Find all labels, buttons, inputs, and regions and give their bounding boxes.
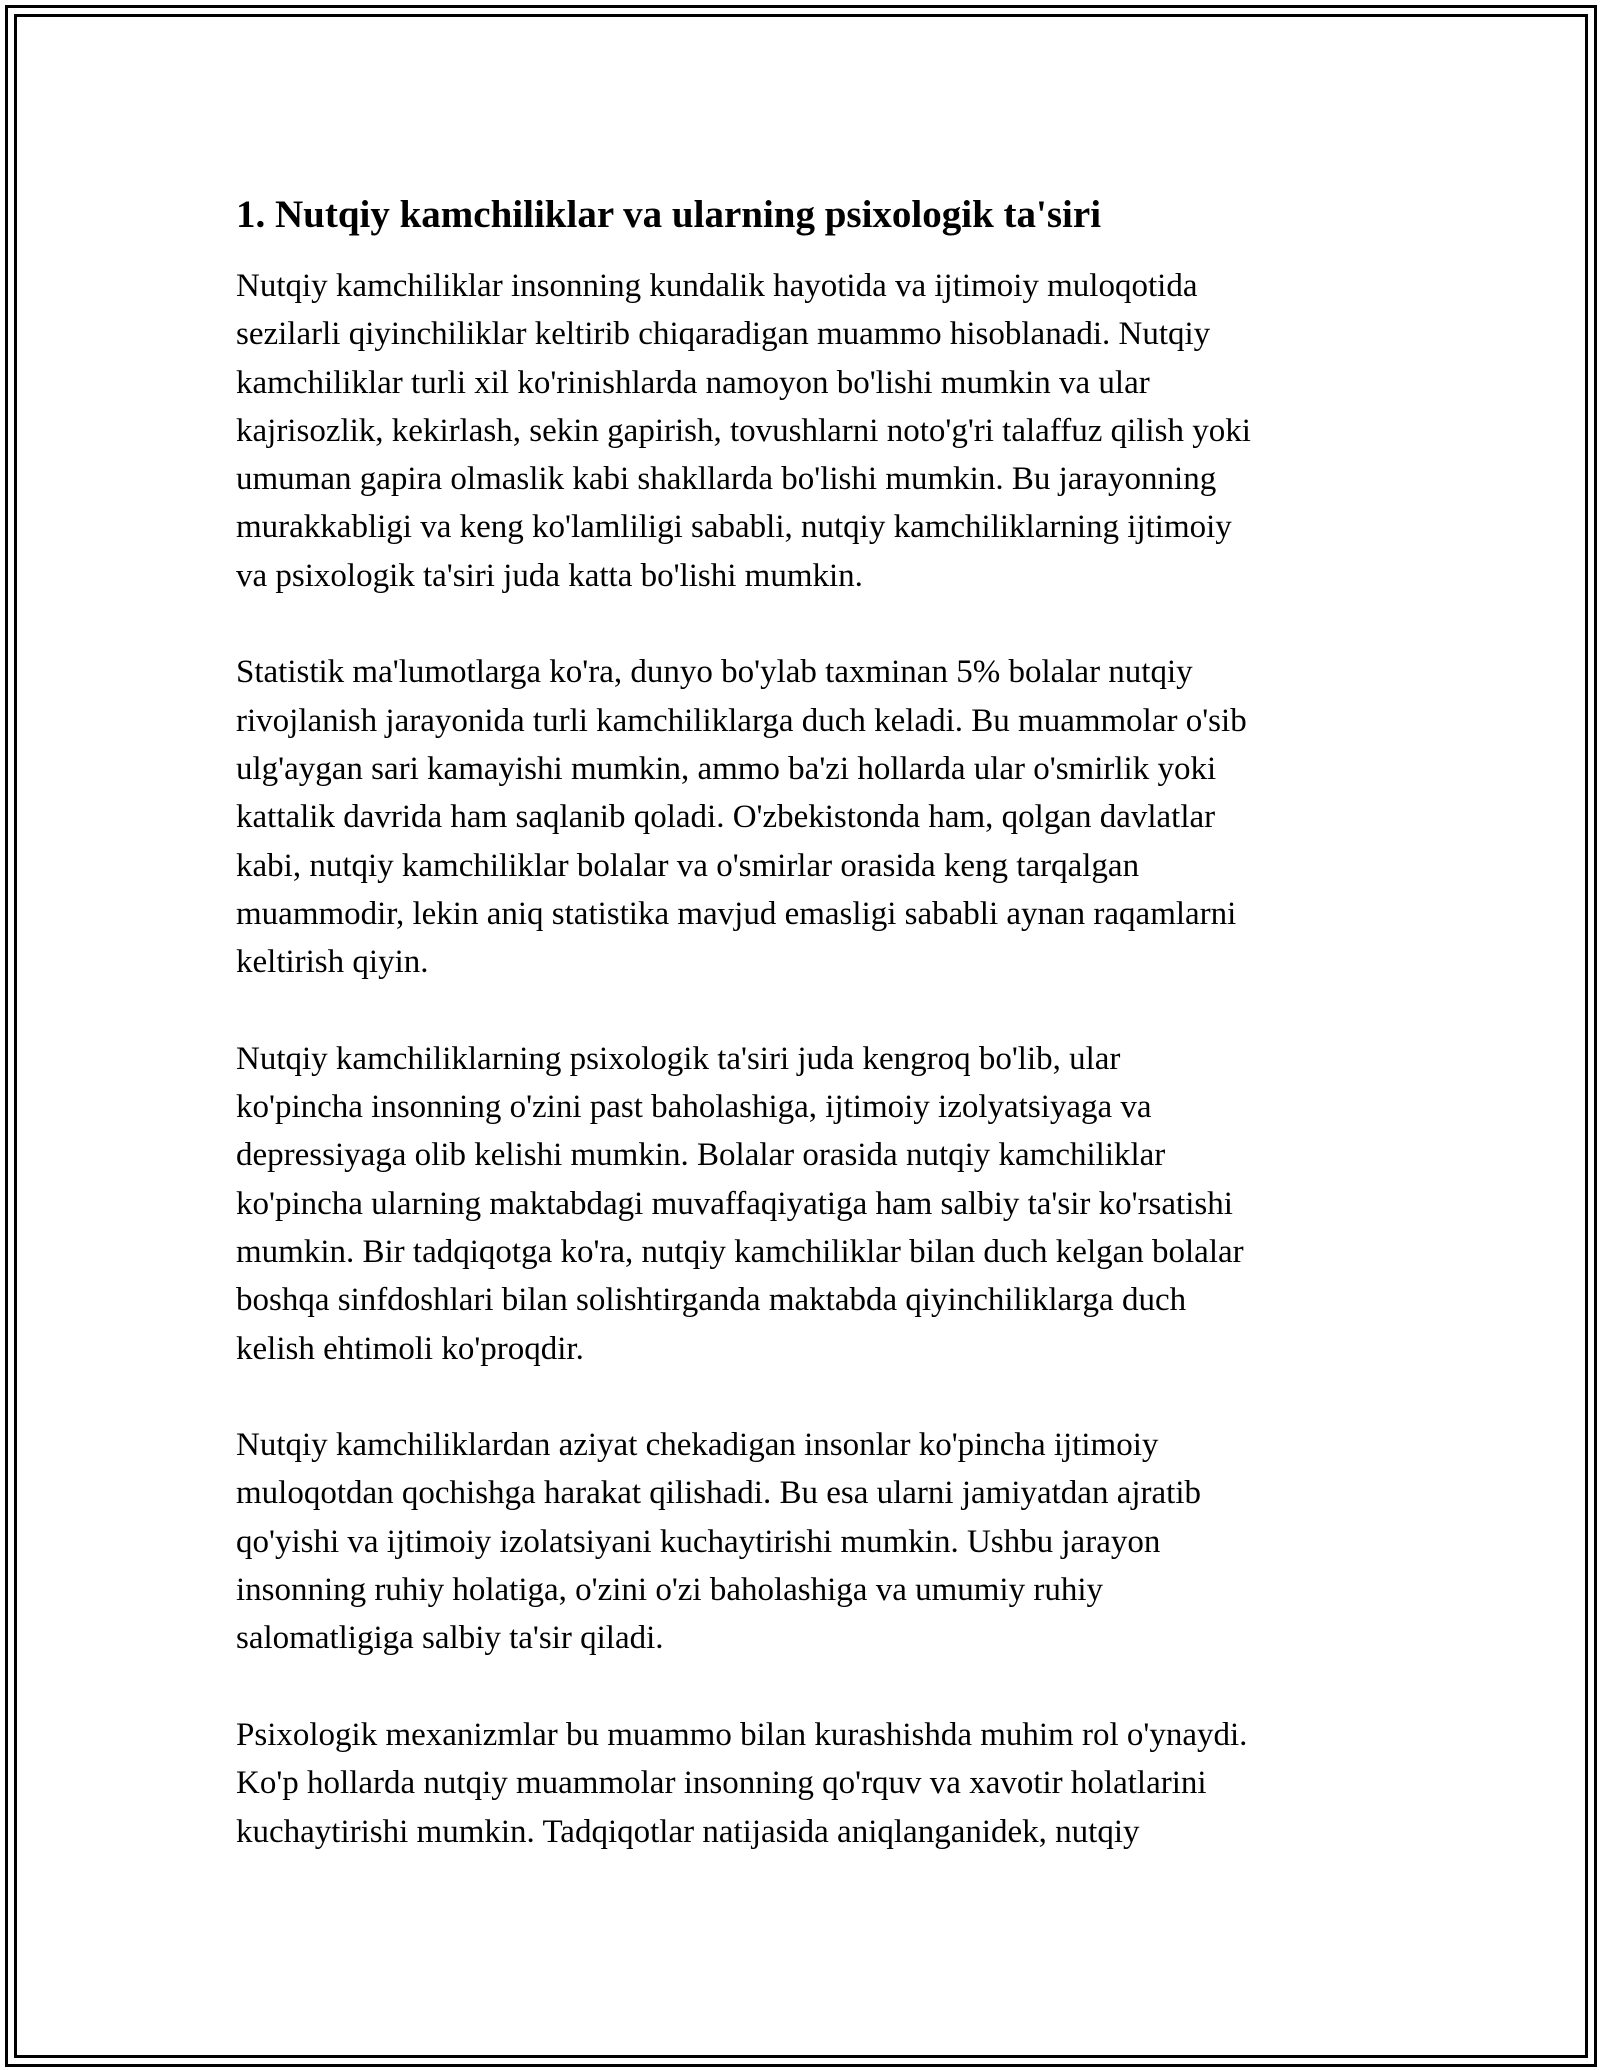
paragraph-line: insonning ruhiy holatiga, o'zini o'zi baholashiga va umumiy ruhiy xyxy=(236,1572,1104,1609)
paragraph-line: muloqotdan qochishga harakat qilishadi. Bu esa ularni jamiyatdan ajratib xyxy=(236,1475,1201,1512)
paragraph-list xyxy=(236,262,1376,1856)
paragraph xyxy=(236,1711,1376,1856)
paragraph-line: rivojlanish jarayonida turli kamchiliklarga duch keladi. Bu muammolar o'sib xyxy=(236,702,1247,739)
section-heading: 1. Nutqiy kamchiliklar va ularning psixologik ta'siri xyxy=(236,193,1102,236)
paragraph-line: kajrisozlik, kekirlash, sekin gapirish, tovushlarni noto'g'ri talaffuz qilish yoki xyxy=(236,412,1251,449)
paragraph-line: umuman gapira olmaslik kabi shakllarda bo'lishi mumkin. Bu jarayonning xyxy=(236,461,1217,498)
paragraph-line: mumkin. Bir tadqiqotga ko'ra, nutqiy kamchiliklar bilan duch kelgan bolalar xyxy=(236,1233,1244,1270)
paragraph-line: murakkabligi va keng ko'lamliligi sababli, nutqiy kamchiliklarning ijtimoiy xyxy=(236,509,1232,546)
paragraph-line: kamchiliklar turli xil ko'rinishlarda namoyon bo'lishi mumkin va ular xyxy=(236,364,1150,401)
paragraph-line: Psixologik mexanizmlar bu muammo bilan kurashishda muhim rol o'ynaydi. xyxy=(236,1716,1248,1753)
paragraph-line: Nutqiy kamchiliklardan aziyat chekadigan insonlar ko'pincha ijtimoiy xyxy=(236,1427,1159,1464)
paragraph-line: ko'pincha insonning o'zini past baholashiga, ijtimoiy izolyatsiyaga va xyxy=(236,1089,1152,1126)
paragraph-line: kuchaytirishi mumkin. Tadqiqotlar natijasida aniqlanganidek, nutqiy xyxy=(236,1813,1140,1850)
paragraph-line: kabi, nutqiy kamchiliklar bolalar va o'smirlar orasida keng tarqalgan xyxy=(236,847,1140,884)
paragraph-line: Statistik ma'lumotlarga ko'ra, dunyo bo'ylab taxminan 5% bolalar nutqiy xyxy=(236,654,1193,691)
document-body xyxy=(236,186,1376,1904)
paragraph xyxy=(236,1035,1376,1373)
paragraph-line: Nutqiy kamchiliklarning psixologik ta'siri juda kengroq bo'lib, ular xyxy=(236,1040,1121,1077)
paragraph xyxy=(236,262,1376,600)
paragraph-line: qo'yishi va ijtimoiy izolatsiyani kuchaytirishi mumkin. Ushbu jarayon xyxy=(236,1523,1161,1560)
paragraph-line: sezilarli qiyinchiliklar keltirib chiqaradigan muammo hisoblanadi. Nutqiy xyxy=(236,316,1211,353)
paragraph-line: depressiyaga olib kelishi mumkin. Bolalar orasida nutqiy kamchiliklar xyxy=(236,1137,1166,1174)
paragraph-line: Nutqiy kamchiliklar insonning kundalik hayotida va ijtimoiy muloqotida xyxy=(236,268,1198,304)
paragraph-line: ko'pincha ularning maktabdagi muvaffaqiyatiga ham salbiy ta'sir ko'rsatishi xyxy=(236,1185,1233,1222)
paragraph-line: kelish ehtimoli ko'proqdir. xyxy=(236,1330,584,1367)
paragraph-line: kattalik davrida ham saqlanib qoladi. O'zbekistonda ham, qolgan davlatlar xyxy=(236,799,1216,836)
paragraph-line: Ko'p hollarda nutqiy muammolar insonning qo'rquv va xavotir holatlarini xyxy=(236,1765,1207,1802)
paragraph-line: ulg'aygan sari kamayishi mumkin, ammo ba'zi hollarda ular o'smirlik yoki xyxy=(236,750,1217,787)
paragraph xyxy=(236,648,1376,986)
paragraph-line: va psixologik ta'siri juda katta bo'lishi mumkin. xyxy=(236,557,863,594)
paragraph-line: boshqa sinfdoshlari bilan solishtirganda maktabda qiyinchiliklarga duch xyxy=(236,1282,1187,1319)
paragraph-line: keltirish qiyin. xyxy=(236,944,429,981)
paragraph-line: muammodir, lekin aniq statistika mavjud emasligi sababli aynan raqamlarni xyxy=(236,895,1237,932)
paragraph xyxy=(236,1421,1376,1662)
paragraph-line: salomatligiga salbiy ta'sir qiladi. xyxy=(236,1620,664,1657)
